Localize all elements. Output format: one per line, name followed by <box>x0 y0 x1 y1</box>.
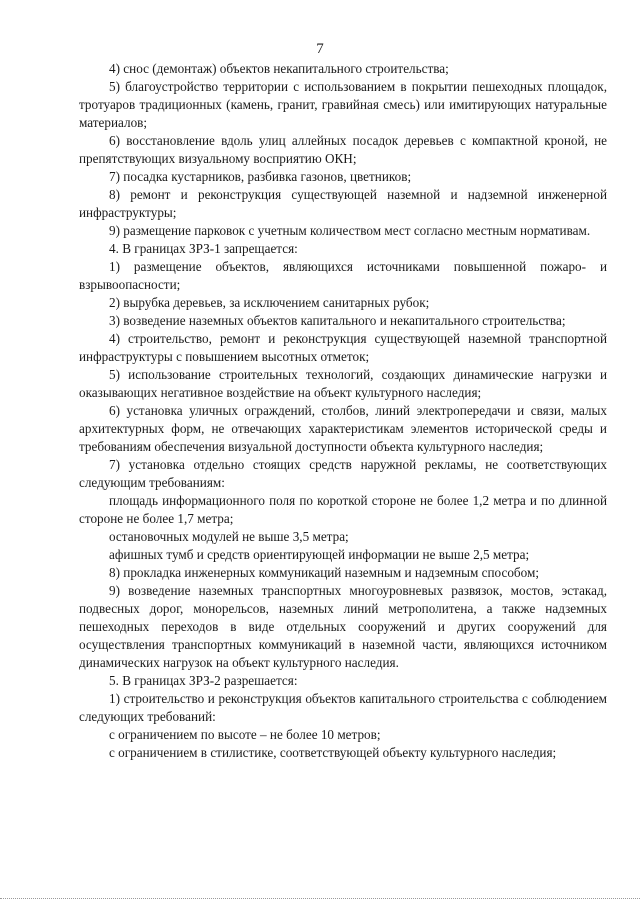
paragraph-zrz1-item-3: 3) возведение наземных объектов капитального и некапитального строительства; <box>109 313 566 328</box>
paragraph-zrz2-item-1: 1) строительство и реконструкция объектов капитального строительства с соблюдением следующих требований: <box>79 691 607 724</box>
paragraph-zrz1-item-4: 4) строительство, ремонт и реконструкция существующей наземной транспортной инфраструктуры с повышением высотных отметок; <box>79 331 607 364</box>
paragraph-zrz1-item-7: 7) установка отдельно стоящих средств наружной рекламы, не соответствующих следующим требованиям: <box>79 457 607 490</box>
paragraph-zrz1-item-8: 8) прокладка инженерных коммуникаций наземным и надземным способом; <box>109 565 539 580</box>
paragraph-item-9-parking: 9) размещение парковок с учетным количеством мест согласно местным нормативам. <box>109 223 591 238</box>
paragraph-requirement-stop-modules: остановочных модулей не выше 3,5 метра; <box>109 529 349 544</box>
document-body <box>79 60 607 762</box>
paragraph-zrz1-item-2: 2) вырубка деревьев, за исключением санитарных рубок; <box>109 295 430 310</box>
paragraph-height-limit: с ограничением по высоте – не более 10 метров; <box>109 727 381 742</box>
paragraph-item-5-landscaping: 5) благоустройство территории с использованием в покрытии пешеходных площадок, тротуаров традиционных (камень, гранит, гравийная смесь) или имитирующих натуральные материалов; <box>79 79 607 130</box>
paragraph-style-limit: с ограничением в стилистике, соответствующей объекту культурного наследия; <box>109 745 557 760</box>
paragraph-requirement-info-field: площадь информационного поля по короткой стороне не более 1,2 метра и по длинной стороне не более 1,7 метра; <box>79 493 607 526</box>
page-bottom-rule <box>0 898 640 899</box>
paragraph-item-7-shrubs: 7) посадка кустарников, разбивка газонов, цветников; <box>109 169 412 184</box>
section-heading-zrz2: 5. В границах ЗРЗ-2 разрешается: <box>109 673 298 688</box>
paragraph-zrz1-item-5: 5) использование строительных технологий, создающих динамические нагрузки и оказывающих негативное воздействие на объект культурного наследия; <box>79 367 607 400</box>
paragraph-requirement-poster-stands: афишных тумб и средств ориентирующей информации не выше 2,5 метра; <box>109 547 530 562</box>
paragraph-zrz1-item-9: 9) возведение наземных транспортных многоуровневых развязок, мостов, эстакад, подвесных дорог, монорельсов, наземных линий метрополитена, а также надземных пешеходных переходов в виде отдельных сооружений и других сооружений для осуществления транспортных коммуникаций в наземной части, являющихся источником динамических нагрузок на объект культурного наследия. <box>79 583 607 670</box>
paragraph-zrz1-item-6: 6) установка уличных ограждений, столбов, линий электропередачи и связи, малых архитектурных форм, не отвечающих характеристикам элементов исторической среды и требованиям обеспечения визуальной доступности объекта культурного наследия; <box>79 403 607 454</box>
page-number: 7 <box>316 41 324 57</box>
paragraph-item-6-tree-planting: 6) восстановление вдоль улиц аллейных посадок деревьев с компактной кроной, не препятствующих визуальному восприятию ОКН; <box>79 133 607 166</box>
paragraph-item-4-demolition: 4) снос (демонтаж) объектов некапитального строительства; <box>109 61 449 76</box>
paragraph-item-8-infrastructure: 8) ремонт и реконструкция существующей наземной и надземной инженерной инфраструктуры; <box>79 187 607 220</box>
section-heading-zrz1: 4. В границах ЗРЗ-1 запрещается: <box>109 241 298 256</box>
paragraph-zrz1-item-1: 1) размещение объектов, являющихся источниками повышенной пожаро- и взрывоопасности; <box>79 259 607 292</box>
